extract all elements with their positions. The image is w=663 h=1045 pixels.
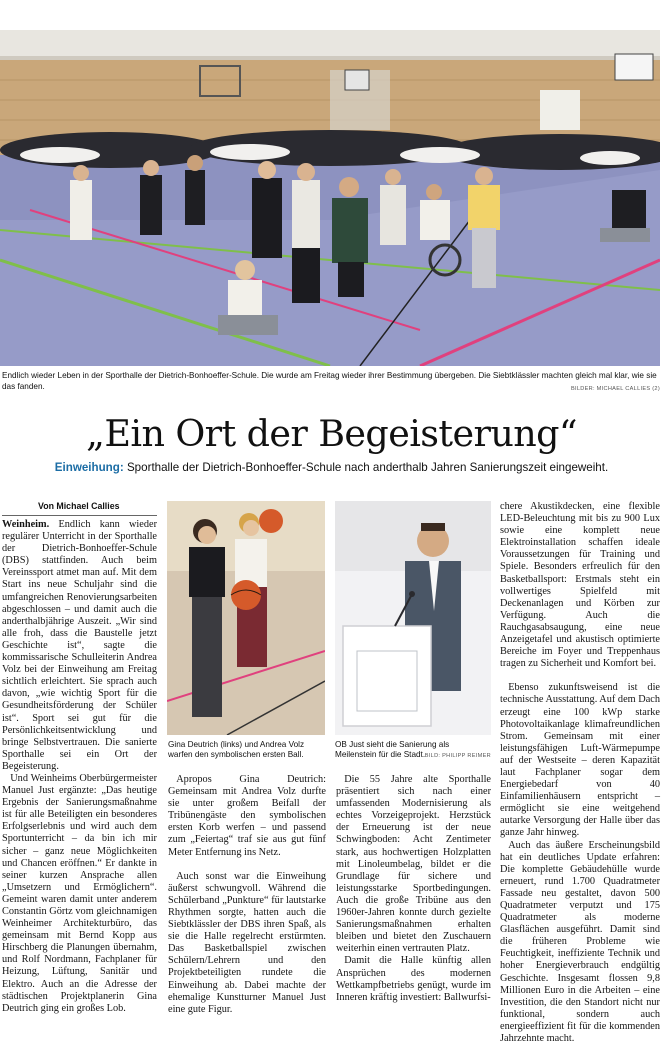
top-photo-caption: Endlich wieder Leben in der Sporthalle der Dietrich-Bonhoeffer-Schule. Die wurde am Freitag wieder ihrer Bestimmung übergeben. Die Siebtklässler machten gleich mal klar, wie sie das fanden. [2,371,657,391]
article-column-3 [336,774,491,1004]
col3-paragraph-2: Damit die Halle künftig allen Ansprüchen des modernen Wettkampfbetriebs genügt, wurde im Inneren kräftig investiert: Ballwurfsi- [336,955,491,1003]
mayor-speech-illustration [335,501,491,735]
col4-paragraph-2: Ebenso zukunftsweisend ist die technische Ausstattung. Auf dem Dach erzeugt eine 100 kWp starke Photovoltaikanlage klimafreundlichen Strom. Gemeinsam mit einer leistungsfähigen Luft-Wärmepumpe auf der Westseite – deren Kapazität laut Fachplaner sogar dem Energiebedarf von 40 Einfamilienhäusern entspricht – ermöglicht sie eine weitgehend autarke Versorgung der Halle über das ganze Jahr hinweg. [500,682,660,839]
ball-toss-illustration [167,501,325,735]
headline: „Ein Ort der Begeisterung“ [86,412,577,455]
col4-paragraph-3: Auch das äußere Erscheinungsbild hat ein deutliches Update erfahren: Die komplette Gebäudehülle wurde erneuert, rund 1.700 Quadratmeter Fassade neu gestaltet, davon 500 Quadratmeter verputzt und 175 Quadratmeter als moderne Glasflächen ausgeführt. Damit sind die früheren Probleme wie Feuchtigkeit, ineffiziente Technik und hoher Energieverbrauch endgültig Geschichte. Insgesamt flossen 9,8 Millionen Euro in die Arbeiten – eine Investition, die den Standort nicht nur funktional, sondern auch energieeffizient fit für die kommenden Jahrzehnte macht. [500,839,660,1045]
mayor-speech-photo [335,501,491,735]
byline: Von Michael Callies [38,501,120,511]
byline-rule [2,515,157,516]
top-photo-credit: BILDER: MICHAEL CALLIES (2) [570,386,660,392]
mayor-speech-caption: OB Just sieht die Sanierung als Meilenstein für die Stadt. [335,740,450,760]
gym-crowd-photo [0,30,660,366]
subheadline-keyword: Einweihung: [54,461,124,474]
col2-paragraph-2: Auch sonst war die Einweihung äußerst schwungvoll. Während die Schülerband „Punkture“ für lautstarke Rhythmen sorgte, hatten auch die Siebtklässler der DBS ihren Spaß, als sie die Halle regelrecht erstürmten. Das Basketballspiel zwischen Schülern/Lehrern und den Projektbeteiligten rundete die Einweihung ab. Dabei machte der ehemalige Kunstturner Manuel Just eine gute Figur. [168,870,326,1015]
gym-crowd-illustration [0,30,660,366]
col4-paragraph-1: chere Akustikdecken, eine flexible LED-Beleuchtung mit bis zu 900 Lux sowie eine komplett neue Elektroinstallation schaffen ideale Voraussetzungen für Training und Spiele. Besonders erfreulich für den Basketballsport: Erstmals steht ein vollwertiges Spielfeld mit Deckenanlagen und Körben zur Verfügung. Auch die Rauchgasabsaugung, eine neue Anzeigetafel und akustisch optimierte Bereiche im Foyer und Treppenhaus tragen zu Sicherheit und Komfort bei. [500,501,660,670]
ball-toss-caption: Gina Deutrich (links) und Andrea Volz warfen den symbolischen ersten Ball. [168,740,305,760]
dateline: Weinheim. [2,519,50,530]
subheadline-text: Sporthalle der Dietrich-Bonhoeffer-Schule nach anderthalb Jahren Sanierungszeit eingeweiht. [126,461,609,474]
article-column-2 [168,774,326,1016]
col3-paragraph-1: Die 55 Jahre alte Sporthalle präsentiert sich nach einer umfassenden Modernisierung als echtes Vorzeigeprojekt. Herzstück der Erneuerung ist der neue Schwingboden: Acht Zentimeter stark, aus hochwertigen Holzplatten mit Linoleumbelag, bildet er die Grundlage für sichere und leistungsstarke Sportbedingungen. Auch die große Tribüne aus den 1960er-Jahren konnte durch gezielte Sanierungsmaßnahmen erhalten bleiben und bietet den Zuschauern weiterhin einen vertrauten Platz. [336,774,491,955]
mayor-photo-credit: BILD: PHILIPP REIMER [424,753,491,759]
ball-toss-photo [167,501,325,735]
article-column-1 [2,519,157,1015]
col2-paragraph-1: Apropos Gina Deutrich: Gemeinsam mit Andrea Volz durfte sie unter großem Beifall der Tribünengäste den symbolischen ersten Korb werfen – und passend zum „Feiertag“ traf sie aus gut fünf Meter Entfernung ins Netz. [168,774,326,858]
article-column-4 [500,501,660,1045]
col1-paragraph-2: Und Weinheims Oberbürgermeister Manuel Just ergänzte: „Das heutige Ergebnis der Sanierungsmaßnahme ist für alle Beteiligten ein besonderes Erfolgserlebnis und wird auch dem Sportunterricht – da bin ich mir sicher – ganz neue Möglichkeiten und Chancen eröffnen.“ Er dankte in seiner kurzen Ansprache allen „Umsetzern und Ermöglichern“. Gemeint waren damit unter anderem Constantin Görtz vom gleichnamigen Weinheimer Architekturbüro, das gemeinsam mit Bernd Kopp aus Hirschberg die Planungen übernahm, und Rolf Nordmann, Fachplaner für Heizung, Lüftung, Sanitär und Elektro. Auch an die Adresse der städtischen Projektplanerin Gina Deutrich ging ein großes Lob. [2,772,157,1014]
subheadline [0,461,663,474]
col1-paragraph-1: Endlich kann wieder regulärer Unterricht in der Sporthalle der Dietrich-Bonhoeffer-Schule (DBS) stattfinden. Auch beim Vereinssport atmet man auf. Mit dem Start ins neue Schuljahr sind die umfangreichen Renovierungsarbeiten abgeschlossen – und damit auch die anderthalbjährige Auszeit. „Wir sind alle froh, dass die Baustelle jetzt Geschichte ist“, sagte die kommissarische Schulleiterin Andrea Volz bei der Einweihung am Freitag sichtlich erleichtert. Sie sprach auch davon, „wie wichtig Sport für die Gesundheitsförderung der Schüler ist“. Sport sei gut für die Persönlichkeitsentwicklung und bringe Selbstvertrauen. Die sanierte Sporthalle sei ein Ort der Begeisterung. [2,519,157,772]
